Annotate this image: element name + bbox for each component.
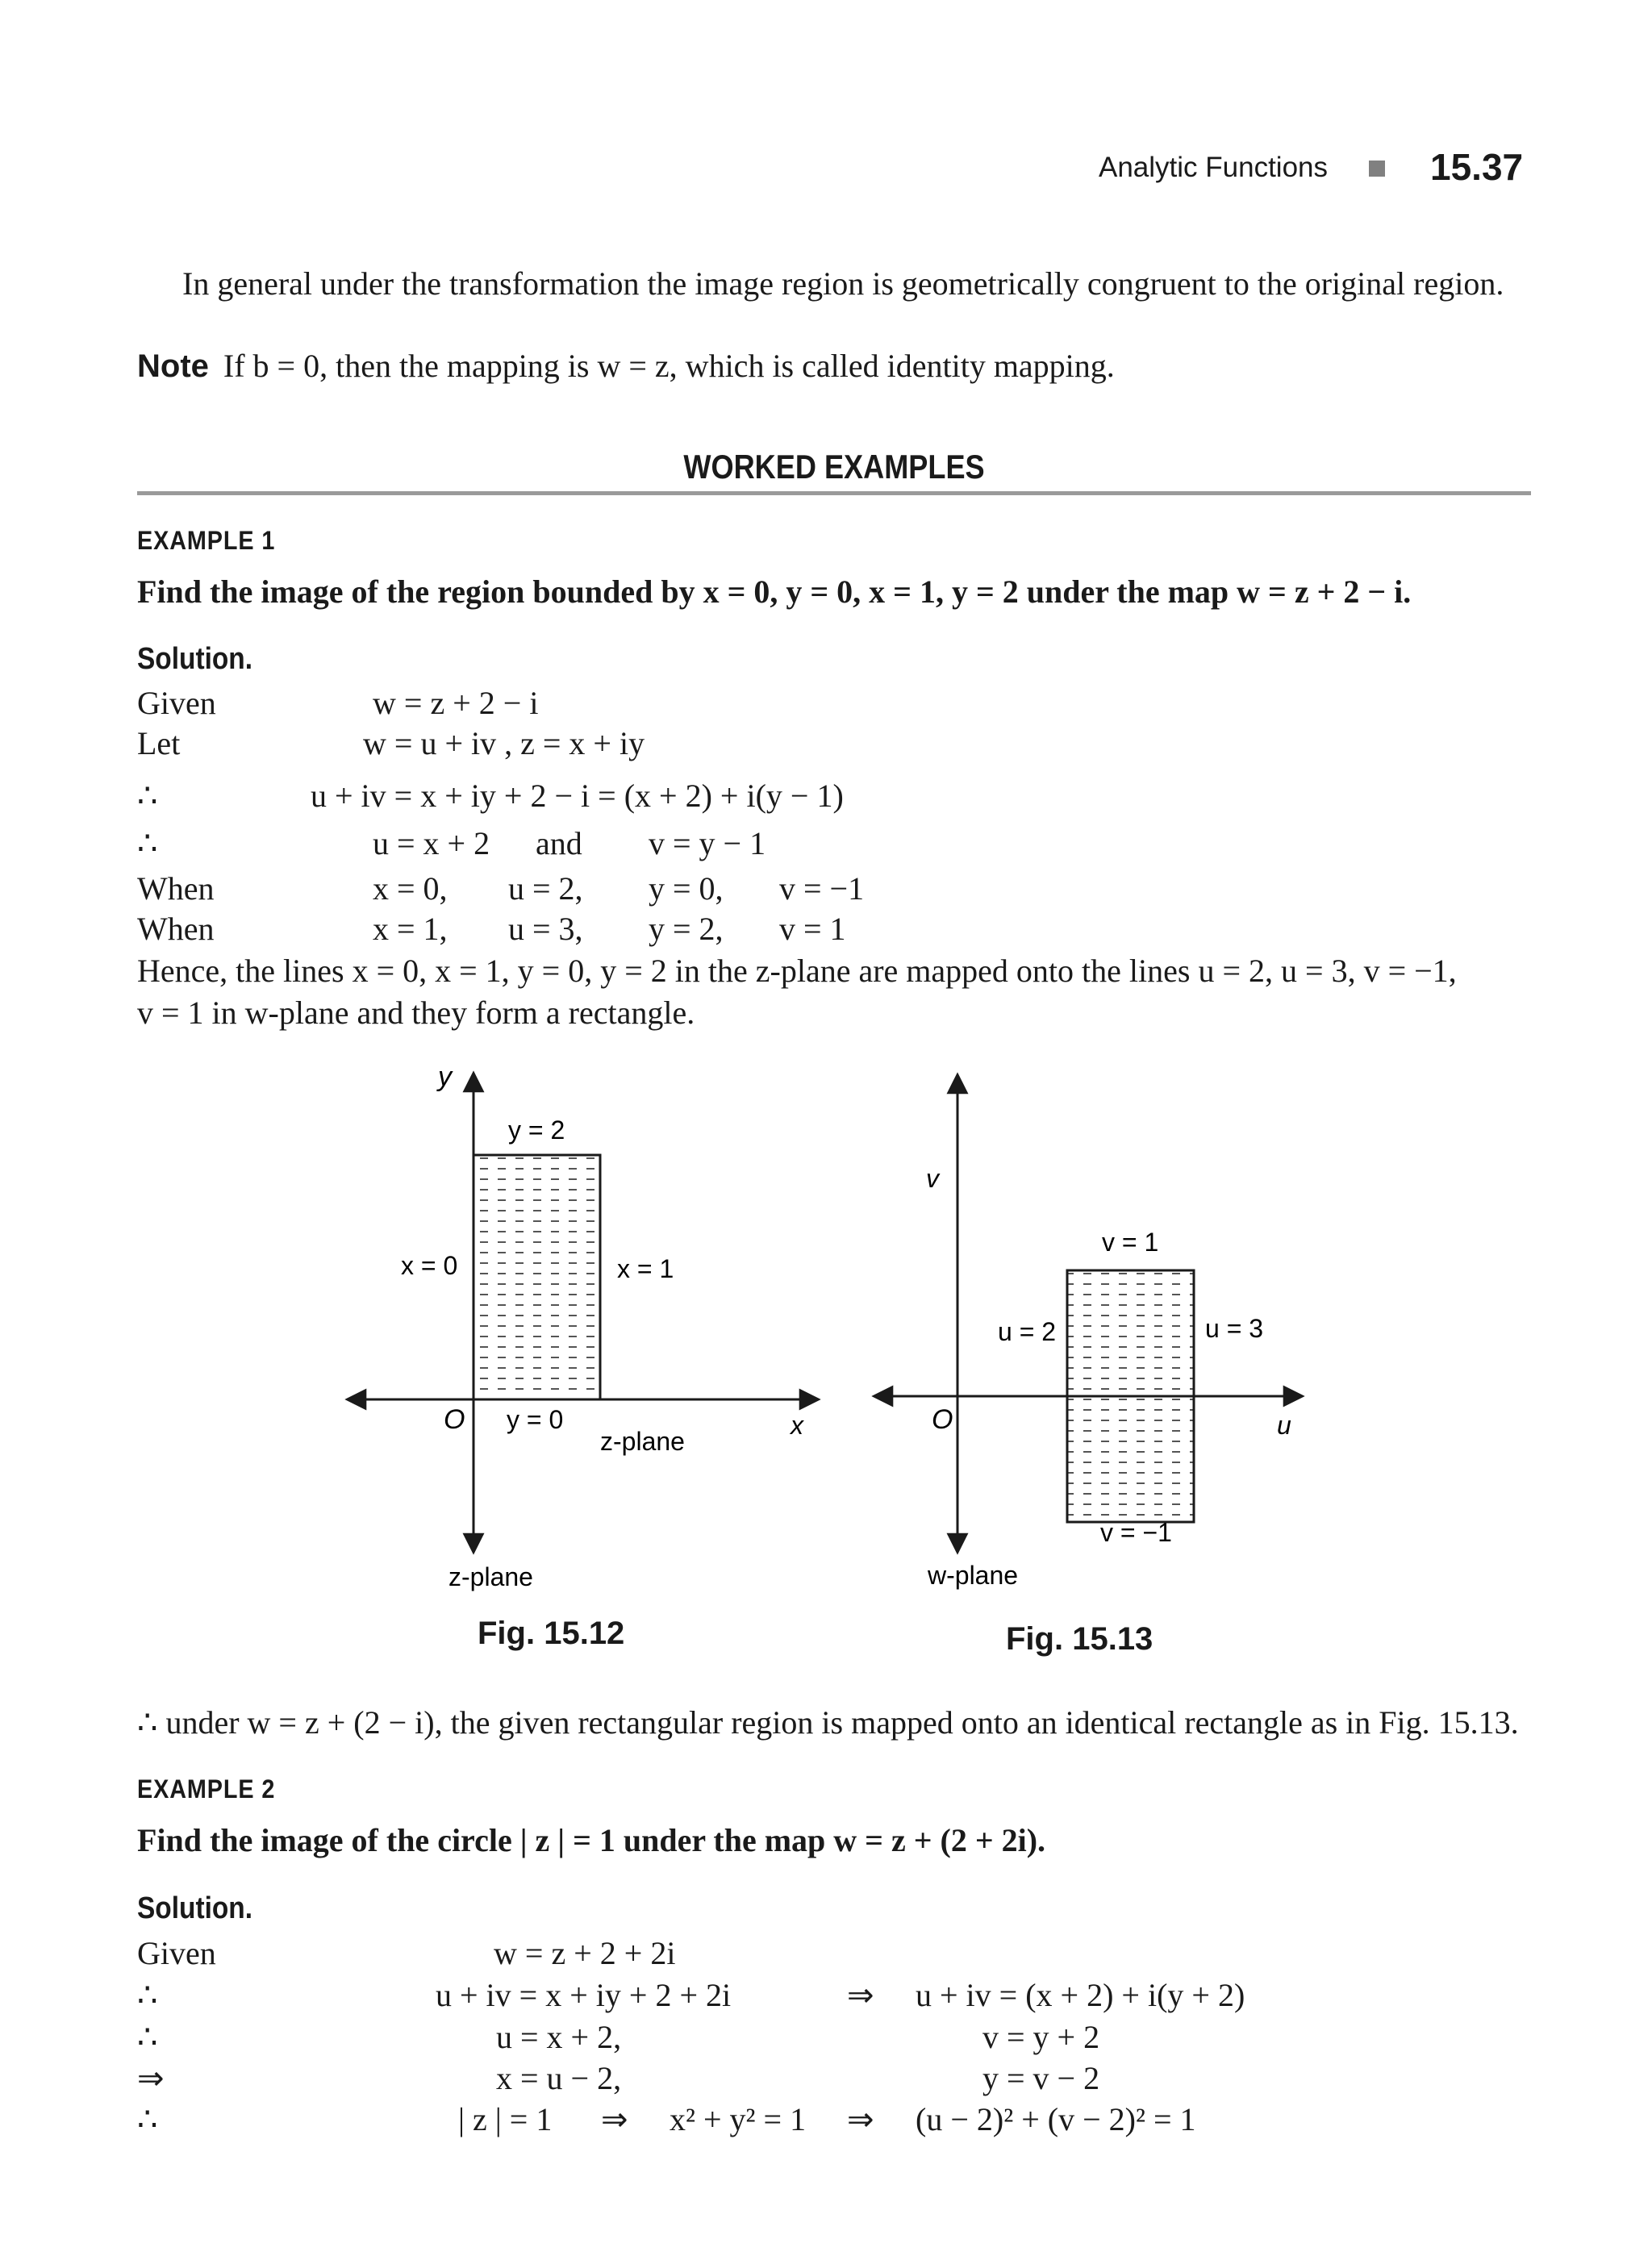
fig1-origin-label: O — [444, 1404, 465, 1435]
fig2-rectangle-region — [1067, 1270, 1194, 1522]
ex2-row-2-left: u = x + 2, — [496, 2019, 622, 2055]
ex1-row-when-2-c1: x = 1, — [373, 911, 448, 947]
ex1-row-given-expr: w = z + 2 − i — [373, 685, 539, 721]
fig1-plane-label-bottom: z-plane — [448, 1562, 533, 1591]
example-1-label: EXAMPLE 1 — [137, 526, 276, 555]
ex1-row-when-1-c3: y = 0, — [649, 870, 724, 907]
ex1-row-therefore-2-expr2: v = y − 1 — [649, 825, 766, 861]
ex2-row-2-right: v = y + 2 — [982, 2019, 1100, 2055]
fig1-x-axis-label: x — [791, 1411, 803, 1440]
ex2-row-2-lead: ∴ — [137, 2019, 158, 2055]
figure-15-13 — [874, 1074, 1303, 1590]
ex1-row-when-2-c3: y = 2, — [649, 911, 724, 947]
ex1-row-therefore-2-and: and — [536, 825, 582, 861]
ex1-row-therefore-1-expr: u + iv = x + iy + 2 − i = (x + 2) + i(y − 1) — [311, 778, 844, 814]
ex1-row-when-2-c4: v = 1 — [779, 911, 846, 947]
fig2-label-u2: u = 2 — [998, 1317, 1057, 1346]
ex2-row-1-right: u + iv = (x + 2) + i(y + 2) — [916, 1977, 1245, 2013]
example-1-solution-label: Solution. — [137, 642, 253, 676]
ex2-row-3-right: y = v − 2 — [982, 2060, 1100, 2096]
ex2-row-3-left: x = u − 2, — [496, 2060, 622, 2096]
fig2-label-vminus1: v = −1 — [1100, 1518, 1172, 1547]
ex1-row-let-lead: Let — [137, 725, 181, 761]
ex1-row-when-1-c2: u = 2, — [508, 870, 583, 907]
ex1-row-therefore-2-lead: ∴ — [137, 825, 158, 861]
ex1-row-when-2-c2: u = 3, — [508, 911, 583, 947]
ex1-row-when-2-lead: When — [137, 911, 215, 947]
ex1-hence-line-2: v = 1 in w-plane and they form a rectangle. — [137, 995, 695, 1031]
ex1-row-given-lead: Given — [137, 685, 216, 721]
example-2-problem: Find the image of the circle | z | = 1 under the map w = z + (2 + 2i). — [137, 1822, 1046, 1858]
fig1-label-y0: y = 0 — [507, 1405, 564, 1434]
ex1-conclusion: ∴ under w = z + (2 − i), the given rectangular region is mapped onto an identical rectangle as in Fig. 15.13. — [137, 1704, 1519, 1741]
fig2-label-v1: v = 1 — [1102, 1228, 1159, 1257]
section-heading — [137, 448, 1531, 486]
figure-15-12-caption: Fig. 15.12 — [478, 1616, 625, 1651]
ex2-row-given-lead: Given — [137, 1935, 216, 1971]
fig2-label-u3: u = 3 — [1205, 1314, 1264, 1343]
fig2-v-axis-label: v — [926, 1164, 939, 1193]
ex1-row-when-1-c4: v = −1 — [779, 870, 865, 907]
fig1-label-x0: x = 0 — [401, 1251, 458, 1280]
ex2-row-4-mid: x² + y² = 1 — [670, 2101, 807, 2137]
ex2-row-1-lead: ∴ — [137, 1977, 158, 2013]
ex1-hence-line-1: Hence, the lines x = 0, x = 1, y = 0, y = 2 in the z-plane are mapped onto the lines u = 2, u = 3, v = −1, — [137, 953, 1457, 989]
note-label: Note — [137, 348, 209, 384]
fig1-y-axis-label: y — [438, 1061, 452, 1092]
figure-15-12 — [347, 1061, 819, 1591]
ex2-row-4-left: | z | = 1 — [458, 2101, 553, 2137]
ex1-row-when-1-c1: x = 0, — [373, 870, 448, 907]
ex2-row-given-left: w = z + 2 + 2i — [494, 1935, 676, 1971]
fig2-u-axis-label: u — [1277, 1411, 1291, 1440]
intro-paragraph: In general under the transformation the image region is geometrically congruent to the original region. — [182, 265, 1504, 302]
ex2-row-1-left: u + iv = x + iy + 2 + 2i — [436, 1977, 732, 2013]
section-title: WORKED EXAMPLES — [683, 448, 985, 486]
figure-15-13-caption: Fig. 15.13 — [1006, 1621, 1153, 1657]
fig1-label-y2: y = 2 — [508, 1115, 565, 1145]
note — [137, 347, 1115, 385]
example-1-problem: Find the image of the region bounded by x = 0, y = 0, x = 1, y = 2 under the map w = z + 2 − i. — [137, 573, 1412, 610]
section-rule — [137, 491, 1531, 495]
ex2-row-4-lead: ∴ — [137, 2101, 158, 2137]
fig2-plane-label-bottom: w-plane — [928, 1561, 1019, 1590]
figures-svg — [0, 1049, 1652, 1686]
ex2-row-4-arrow-1: ⇒ — [601, 2101, 628, 2137]
header-square-icon — [1369, 161, 1385, 177]
ex1-row-when-1-lead: When — [137, 870, 215, 907]
ex1-row-therefore-2-expr1: u = x + 2 — [373, 825, 490, 861]
ex1-row-let-expr: w = u + iv , z = x + iy — [363, 725, 645, 761]
fig1-rectangle-region — [473, 1155, 600, 1399]
example-2-solution-label: Solution. — [137, 1891, 253, 1925]
fig1-label-x1: x = 1 — [617, 1254, 674, 1283]
ex2-row-3-lead: ⇒ — [137, 2060, 165, 2096]
example-2-label: EXAMPLE 2 — [137, 1774, 276, 1804]
note-text: If b = 0, then the mapping is w = z, which is called identity mapping. — [223, 348, 1115, 384]
fig2-origin-label: O — [932, 1404, 953, 1435]
ex2-row-4-right: (u − 2)² + (v − 2)² = 1 — [916, 2101, 1196, 2137]
running-header-title: Analytic Functions — [1099, 152, 1329, 183]
ex2-row-1-arrow: ⇒ — [847, 1977, 874, 2013]
ex2-row-4-arrow-2: ⇒ — [847, 2101, 874, 2137]
page-number: 15.37 — [1430, 146, 1524, 188]
ex1-row-therefore-1-lead: ∴ — [137, 778, 158, 814]
fig1-plane-label-inner: z-plane — [600, 1427, 685, 1456]
